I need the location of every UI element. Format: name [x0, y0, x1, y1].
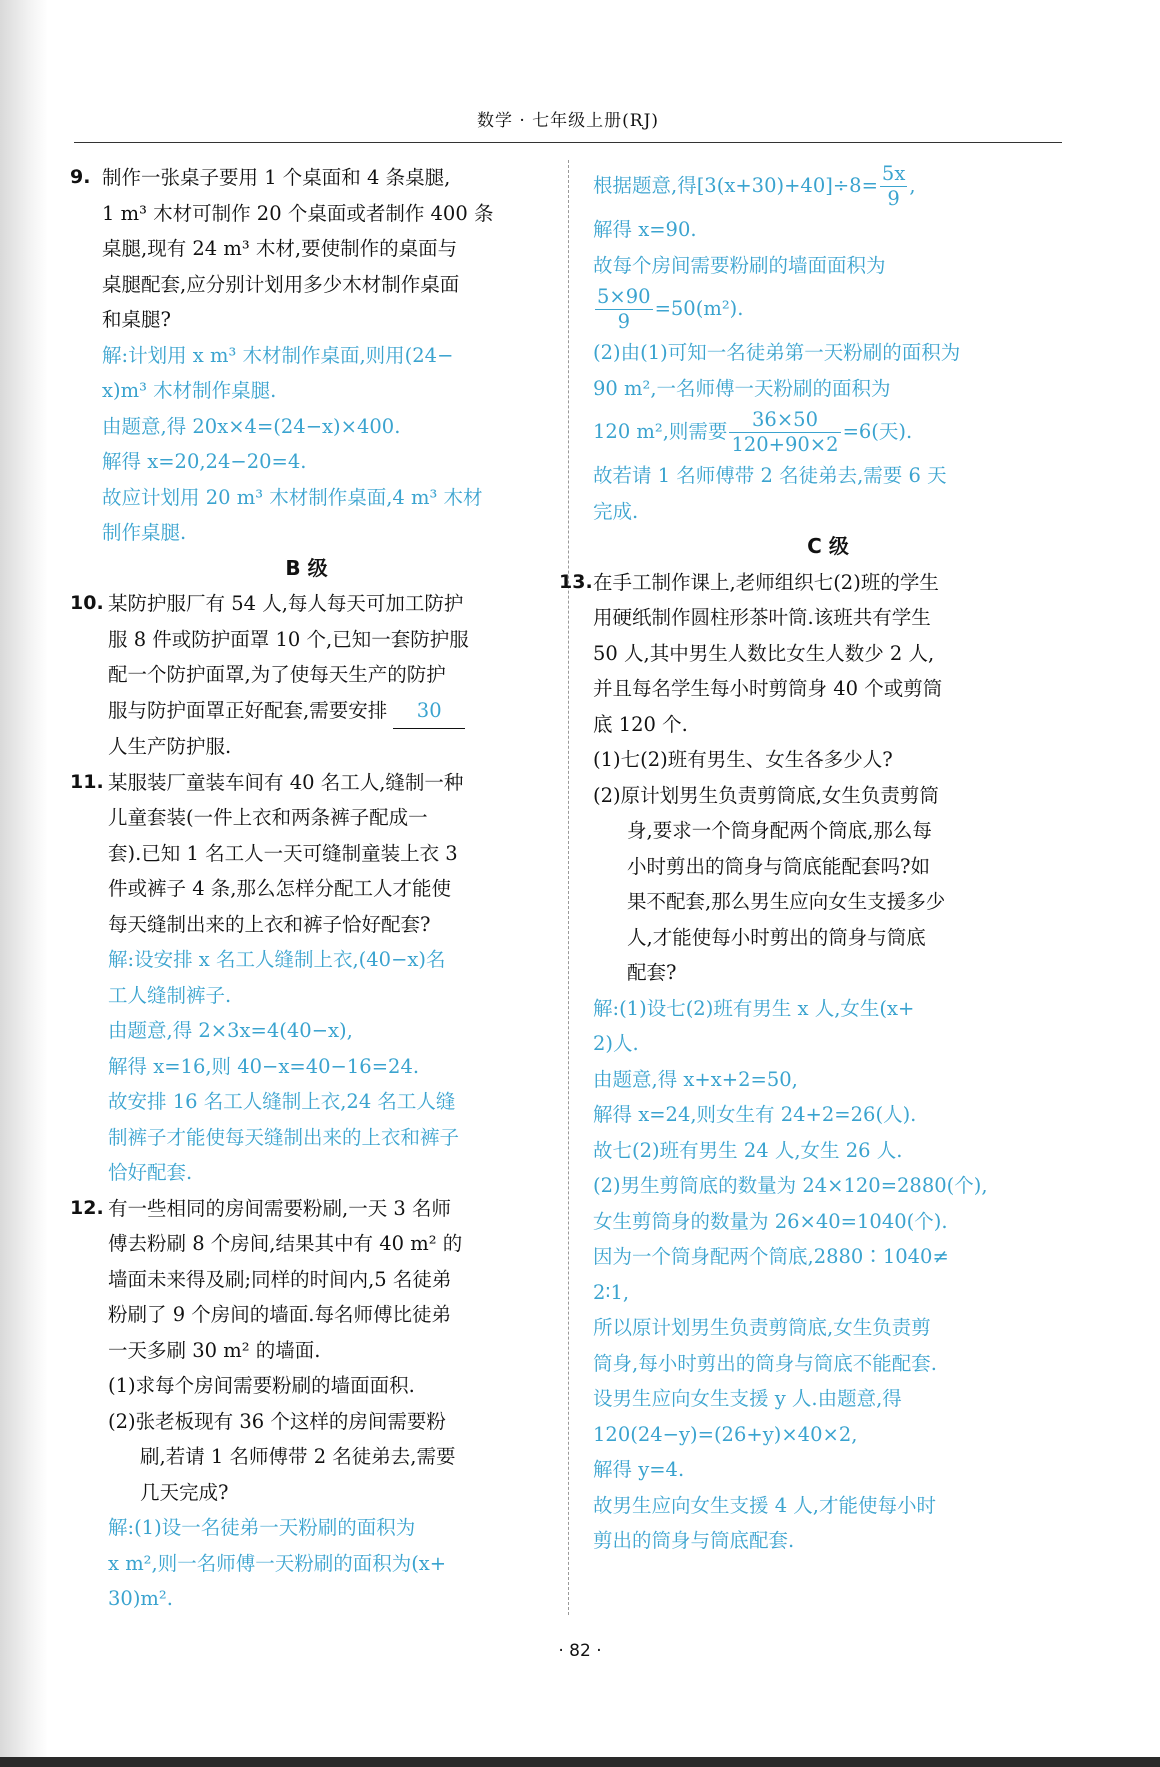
answer-line: 由题意,得 x+x+2=50, [593, 1067, 798, 1091]
answer-line: 解得 x=90. [593, 218, 697, 241]
question-text-line: 50 人,其中男生人数比女生人数少 2 人, [593, 641, 935, 665]
answer-line: 故应计划用 20 m³ 木材制作桌面,4 m³ 木材 [102, 485, 483, 509]
answer-line: 120(24−y)=(26+y)×40×2, [593, 1422, 858, 1446]
question-text-line: 每天缝制出来的上衣和裤子恰好配套? [108, 912, 431, 936]
equation-text: =6(天). [842, 420, 913, 443]
answer-line: 恰好配套. [108, 1161, 193, 1184]
question-text-line: 人生产防护服. [108, 735, 232, 758]
subquestion-2 [108, 1404, 543, 1511]
answer-equation [593, 406, 1063, 458]
question-text-line: 套).已知 1 名工人一天可缝制童装上衣 3 [108, 841, 458, 865]
fraction-denominator: 9 [617, 310, 630, 333]
fraction [880, 162, 907, 211]
answer-line: 完成. [593, 499, 639, 523]
answer-line: 解:(1)设七(2)班有男生 x 人,女生(x+ [593, 996, 915, 1020]
question-text: 服与防护面罩正好配套,需要安排 [108, 698, 388, 722]
question-text-line: 桌腿,现有 24 m³ 木材,要使制作的桌面与 [102, 237, 458, 260]
question-13 [559, 565, 1063, 991]
question-text-line: 某防护服厂有 54 人,每人每天可加工防护 [108, 592, 464, 615]
answer-equation [593, 160, 1063, 212]
subquestion-line: 几天完成? [140, 1480, 229, 1504]
subquestion-line: 配套? [627, 961, 677, 984]
question-13-body [559, 565, 1063, 991]
answer-line: 筒身,每小时剪出的筒身与筒底不能配套. [593, 1351, 937, 1375]
answer-line: 制裤子才能使每天缝制出来的上衣和裤子 [108, 1125, 460, 1149]
equation-text: , [909, 174, 916, 197]
question-text-line: 粉刷了 9 个房间的墙面.每名师傅比徒弟 [108, 1303, 452, 1326]
answer-line: 故每个房间需要粉刷的墙面面积为 [593, 253, 886, 277]
page-number: · 82 · [558, 1641, 602, 1661]
answer-line: x m²,则一名师傅一天粉刷的面积为(x+ [108, 1551, 447, 1575]
answer-line: 女生剪筒身的数量为 26×40=1040(个). [593, 1209, 948, 1233]
question-number: 9. [70, 166, 91, 188]
question-text-line: 用硬纸制作圆柱形茶叶筒.该班共有学生 [593, 606, 931, 629]
question-text-line: 件或裤子 4 条,那么怎样分配工人才能使 [108, 877, 452, 900]
subquestion-1: (1)求每个房间需要粉刷的墙面面积. [108, 1374, 415, 1397]
fraction-denominator: 120+90×2 [731, 433, 839, 456]
right-column [559, 160, 1063, 1559]
answer-12-part [70, 1510, 543, 1617]
answer-line: 解:(1)设一名徒弟一天粉刷的面积为 [108, 1516, 416, 1539]
subquestion-line: 人,才能使每小时剪出的筒身与筒底 [627, 925, 926, 949]
question-text-line: 和桌腿? [102, 308, 171, 331]
answer-12-continued [593, 160, 1063, 529]
question-12 [70, 1191, 543, 1511]
question-text-line: 有一些相同的房间需要粉刷,一天 3 名师 [108, 1196, 452, 1220]
left-column [70, 160, 543, 1617]
question-10 [70, 586, 543, 765]
question-text-line [108, 693, 543, 730]
answer-11 [70, 942, 543, 1191]
answer-9 [70, 338, 543, 551]
question-text-line: 桌腿配套,应分别计划用多少木材制作桌面 [102, 272, 460, 296]
answer-line: (2)男生剪筒底的数量为 24×120=2880(个), [593, 1174, 988, 1197]
question-text-line: 服 8 件或防护面罩 10 个,已知一套防护服 [108, 627, 469, 651]
level-heading-b: B 级 [285, 555, 328, 580]
question-text-line: 儿童套装(一件上衣和两条裤子配成一 [108, 806, 428, 829]
question-text-line: 1 m³ 木材可制作 20 个桌面或者制作 400 条 [102, 201, 494, 225]
fraction-numerator: 36×50 [729, 408, 840, 433]
answer-line: 解:计划用 x m³ 木材制作桌面,则用(24− [102, 343, 454, 367]
answer-line: 故七(2)班有男生 24 人,女生 26 人. [593, 1138, 903, 1162]
equation-text: 根据题意,得[3(x+30)+40]÷8= [593, 174, 878, 197]
subquestion-line: 果不配套,那么男生应向女生支援多少 [627, 890, 946, 913]
subquestion-line: 身,要求一个筒身配两个筒底,那么每 [627, 819, 932, 842]
question-number: 10. [70, 592, 104, 614]
answer-line: 由题意,得 2×3x=4(40−x), [108, 1019, 353, 1042]
fraction [729, 408, 840, 457]
question-text-line: 配一个防护面罩,为了使每天生产的防护 [108, 663, 446, 686]
subquestion-line: 小时剪出的筒身与筒底能配套吗?如 [627, 854, 930, 878]
question-text-line: 底 120 个. [593, 712, 688, 736]
answer-line: 2)人. [593, 1032, 639, 1055]
answer-line: 故若请 1 名师傅带 2 名徒弟去,需要 6 天 [593, 464, 947, 487]
subquestion-1: (1)七(2)班有男生、女生各多少人? [593, 748, 893, 771]
answer-line: 由题意,得 20x×4=(24−x)×400. [102, 414, 401, 438]
answer-line: 制作桌腿. [102, 521, 187, 544]
page-edge-shadow [0, 0, 48, 1767]
question-number: 13. [559, 570, 593, 593]
question-number: 11. [70, 770, 104, 793]
answer-line: 解得 y=4. [593, 1458, 685, 1481]
answer-13 [593, 991, 1063, 1559]
question-text-line: 某服装厂童装车间有 40 名工人,缝制一种 [108, 770, 464, 794]
answer-line: 故安排 16 名工人缝制上衣,24 名工人缝 [108, 1090, 456, 1113]
fraction-numerator: 5×90 [597, 285, 651, 308]
answer-line: 30)m². [108, 1587, 173, 1610]
answer-line: 设男生应向女生支援 y 人.由题意,得 [593, 1387, 902, 1410]
answer-line: 解得 x=20,24−20=4. [102, 450, 307, 473]
answer-line: 所以原计划男生负责剪筒底,女生负责剪 [593, 1316, 931, 1339]
question-text-line: 傅去粉刷 8 个房间,结果其中有 40 m² 的 [108, 1232, 463, 1255]
page-header [74, 106, 1062, 143]
fraction-denominator: 9 [887, 187, 900, 210]
question-text-line: 墙面未来得及刷;同样的时间内,5 名徒弟 [108, 1267, 452, 1291]
equation-text: 120 m²,则需要 [593, 420, 728, 443]
fraction [595, 285, 653, 334]
answer-blank: 30 [393, 693, 465, 730]
subquestion-line: (2)张老板现有 36 个这样的房间需要粉 [108, 1409, 446, 1433]
answer-line: 剪出的筒身与筒底配套. [593, 1529, 795, 1552]
answer-line: 2∶1, [593, 1280, 630, 1304]
answer-line: 解:设安排 x 名工人缝制上衣,(40−x)名 [108, 948, 446, 971]
answer-line: 90 m²,一名师傅一天粉刷的面积为 [593, 376, 891, 400]
question-text-line: 并且每名学生每小时剪筒身 40 个或剪筒 [593, 677, 943, 700]
answer-line: 解得 x=24,则女生有 24+2=26(人). [593, 1103, 917, 1126]
question-text-line: 在手工制作课上,老师组织七(2)班的学生 [593, 570, 939, 594]
header-title: 数学 · 七年级上册(RJ) [476, 111, 660, 131]
question-9 [70, 160, 543, 338]
equation-text: =50(m²). [654, 297, 744, 320]
bottom-edge [0, 1757, 1160, 1767]
answer-line: (2)由(1)可知一名徒弟第一天粉刷的面积为 [593, 341, 961, 364]
answer-line: x)m³ 木材制作桌腿. [102, 379, 277, 402]
answer-line: 因为一个筒身配两个筒底,2880∶1040≠ [593, 1245, 949, 1268]
question-11 [70, 765, 543, 943]
question-text-line: 一天多刷 30 m² 的墙面. [108, 1338, 321, 1362]
answer-line: 故男生应向女生支援 4 人,才能使每小时 [593, 1493, 937, 1517]
answer-equation [593, 283, 1063, 335]
subquestion-line: 刷,若请 1 名师傅带 2 名徒弟去,需要 [140, 1445, 456, 1468]
answer-line: 工人缝制裤子. [108, 983, 232, 1007]
answer-line: 解得 x=16,则 40−x=40−16=24. [108, 1054, 420, 1078]
question-number: 12. [70, 1196, 104, 1219]
subquestion-line: (2)原计划男生负责剪筒底,女生负责剪筒 [593, 783, 939, 807]
level-heading-c: C 级 [807, 534, 849, 558]
question-text-line: 制作一张桌子要用 1 个桌面和 4 条桌腿, [102, 166, 451, 189]
subquestion-2 [593, 778, 1063, 991]
fraction-numerator: 5x [881, 162, 906, 185]
